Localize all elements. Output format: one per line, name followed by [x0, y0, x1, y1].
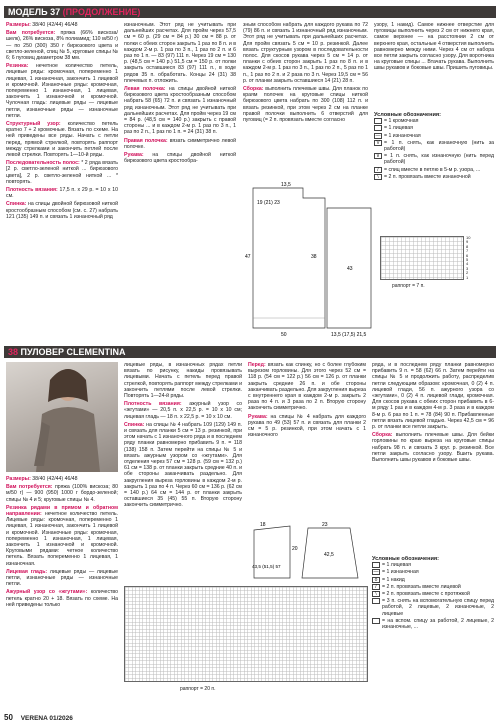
paragraph-text: на спицы № 4 набрать для каждого рукава по 49 (53) 57 п. и связать для планки 2 см = 5 р. резинкой, при этом начать с 1 изнаночного — [248, 413, 366, 439]
section-heading: Рукава: — [124, 152, 144, 159]
dim-a: 18 — [260, 522, 266, 528]
model38-legend — [372, 556, 494, 708]
paragraph — [124, 86, 236, 136]
model37-chart-rows — [466, 236, 476, 280]
paragraph — [6, 63, 118, 119]
legend-text: = 1 лицевая — [384, 125, 413, 132]
model37-schematic — [243, 178, 378, 338]
section-heading: Вам потребуется: — [6, 484, 53, 491]
paragraph-text: количество петель кратно 7 + 2 кромочные. Вязать по схеме. На ней приведены все ряды. Начать с петли перед, прямой стрелкой, повторять раппорт между стрелками и закончить петлей после левой стрелки. Повторять 1—10-й ряды. — [6, 121, 118, 159]
page-number: 50 — [4, 713, 13, 722]
model38-legend-title: Условные обозначения: — [372, 556, 440, 562]
paragraph — [6, 484, 118, 503]
legend-symbol-icon: — — [373, 569, 379, 576]
model38-schematic — [250, 520, 366, 582]
section-heading: Резинка: — [6, 63, 29, 70]
model37-header — [4, 6, 496, 18]
paragraph — [6, 22, 118, 28]
chart-row-number: 6 — [466, 252, 469, 258]
legend-row — [374, 140, 494, 152]
model38-stitch-chart — [124, 586, 368, 682]
paragraph-text: изнаночным. Этот ряд не учитывать при дальнейших расчетах. Для пройм через 57,5 см = 60 р. (29 см = 84 р.) 30 см = 88 р. от полки с обеих сторон закрыть 1 раз по 8 п. и в каждом 2-м р. 1 раз по 3 п., 1 раз по 2 п. и 6 раз по 1 п. — 83 (97) 111 п. Через 19 см = 130 р. (48,5 см = 140 р.) 51,5 см = 150 р. от полки закрыть оставшиеся 83 (97) 111 п., в ходе рядов 35 п. обработать. Концы 24 (31) 38 плечевых п. отложить. — [124, 22, 236, 84]
legend-row — [372, 569, 494, 575]
legend-symbol-icon — [372, 618, 380, 624]
paragraph-text: на спицы двойной ниткой бирюзового цвета кростообразным способом набрать 58 (65) 72 п. и связать 1 изнаночный ряд изнаночным. Этот ряд не учитывать при дальнейших расчетах. Для пройм через 19 см = 84 р. (48,5 см = 140 р.) закрыть с правой стороны ... и в каждом 2-м р. 1 раз по 3 п., 1 раз по 2 п., 1 раз по 1 п. = 24 (31) 38 п. — [124, 86, 236, 136]
dim-d: 42,5 — [324, 552, 334, 558]
paragraph-text: нечетное количество петель. Лицевые ряды: кромочная, попеременно 1 лицевая, 1 изнаночная, закончить 1 лицевой и кромочной. Изнаночные ряды: кромочная, попеременно 1 изнаночная, 1 лицевая, закончить 1 изнаночной и кромочной. Круговыми рядами: четное количество петель. Вязать попеременно 1 лицевая, 1 изнаночная. — [6, 511, 118, 567]
section-heading: Спинка: — [6, 201, 27, 208]
paragraph-text: 38/40 (42/44) 46/48 — [30, 476, 78, 482]
model37-legend-title: Условные обозначения: — [374, 112, 442, 118]
legend-text: = 2 п. провязать вместе с протяжкой — [382, 591, 470, 598]
section-heading: Размеры: — [6, 476, 31, 482]
legend-row — [374, 167, 494, 173]
legend-row — [372, 618, 494, 630]
legend-row — [372, 598, 494, 617]
legend-symbol-icon: / — [372, 584, 380, 590]
model37-col1 — [6, 22, 118, 340]
paragraph — [243, 86, 368, 123]
legend-symbol-icon: \ — [372, 591, 380, 597]
section-heading: Сборка: — [372, 432, 393, 439]
paragraph-text: вязать симметрично левой полочке. — [124, 137, 236, 150]
paragraph — [124, 138, 236, 150]
section-heading: Перед: — [248, 362, 266, 368]
paragraph-text: ажурный узор со «жгутами» — 20,5 п. x 22,5 р. = 10 x 10 см; лицевая гладь — 18 п. x 22,5 р. = 10 x 10 см. — [124, 401, 242, 420]
paragraph — [124, 422, 242, 509]
paragraph-text: выполнить плечевые швы. Для бейки горловины по краю выреза на круговые спицы набрать 98 п. и связать 3 круг. р. резинкой. Все петли закрыть согласно узору. Вшить рукава. Выполнить швы рукавов и боковые швы. — [372, 432, 494, 464]
paragraph-text: ряда, и в последнем ряду планки равномерно прибавить 9 п. = 58 (62) 66 п. Затем перейти на спицы № 5 и продолжить работу, распределив петли следующим образом: кромочная, 0 (2) 4 п. лицевой глади, 56 п. ажурного узора со «жгутами», 0 (2) 4 п. лицевой глади, кромочная. Для скосов рукава с обеих сторон прибавить в 6-м ряду 1 раз и в каждом 4-м р. 3 раза и в каждом 8-м р. 6 раз по 1 п. = 78 (84) 90 п. Прибавленные петли вязать лицевой гладью. Через 42,5 см = 96 р. от планки все петли закрыть. — [372, 362, 494, 431]
paragraph — [124, 401, 242, 420]
section-heading: Лицевая гладь: — [6, 568, 48, 575]
chart-row-number: 10 — [466, 235, 471, 240]
model37-col2 — [124, 22, 236, 340]
legend-text: = спиц вместе в петлю в 5-м р. узора, ... — [384, 166, 481, 173]
paragraph — [372, 362, 494, 430]
model37-title: МОДЕЛЬ 37 — [8, 7, 63, 17]
paragraph — [6, 160, 118, 185]
legend-row — [374, 118, 494, 124]
chart-row-number: 5 — [466, 257, 469, 263]
legend-row — [374, 125, 494, 131]
legend-text: = 3 п. снять на вспомогательную спицу перед работой, 2 лицевые, 2 изнаночные, 2 лицевые — [382, 598, 494, 617]
paragraph-text: нечетное количество петель, лицевые ряды: кромочная, попеременно 1 лицевая, 1 изнаночная, закончить 1 лицевой и кромочной. Изнаночные ряды: кромочная, попеременно 1 изнаночная, 1 лицевая, закончить 1 изнаночной и кромочной. Чулочная гладь: лицевые ряды — лицевые петли, изнаночные ряды — изнаночные петли. — [6, 63, 118, 119]
model37-stitch-chart — [380, 236, 464, 280]
legend-symbol-icon: ∨ — [374, 153, 382, 159]
dim-e: 43,5 (51,5) 57 — [252, 564, 281, 569]
legend-row — [372, 577, 494, 583]
paragraph — [6, 569, 118, 588]
dim-w1: 13,5 — [281, 182, 291, 188]
paragraph — [243, 22, 368, 84]
paragraph — [124, 22, 236, 84]
dim-w4: 13,5 (17,5) 21,5 — [331, 332, 367, 338]
section-heading: Последовательность полос: — [6, 160, 80, 167]
back-front-outline — [254, 526, 290, 578]
legend-symbol-icon — [372, 598, 380, 604]
paragraph — [372, 432, 494, 463]
legend-row — [372, 591, 494, 597]
legend-row — [372, 562, 494, 568]
legend-text: = 1 п. снять, как изнаночную (нить перед работой) — [384, 153, 494, 166]
paragraph-text: 38/40 (42/44) 46/48 — [30, 22, 78, 28]
dim-b: 20 — [292, 546, 298, 552]
model-figure-image — [6, 362, 118, 472]
paragraph — [6, 30, 118, 61]
legend-row — [372, 584, 494, 590]
model38-col1 — [6, 476, 118, 708]
section-heading: Плотность вязания: — [6, 187, 58, 194]
magazine-name: VERENA 01/2026 — [20, 715, 73, 722]
model37-legend — [374, 112, 494, 230]
legend-symbol-icon — [374, 125, 382, 131]
legend-text: = 2 п. провязать вместе изнаночной — [384, 173, 471, 180]
legend-symbol-icon: V — [374, 140, 382, 146]
model38-title: ПУЛОВЕР CLEMENTINA — [20, 347, 126, 357]
model38-col2 — [124, 362, 242, 576]
legend-row — [374, 133, 494, 139]
paragraph-text: пряжа (100% вискоза; 80 м/50 г) — 900 (950) 1000 г бордо-зеленой; спицы № 4 и 5; круговые спицы № 4. — [6, 484, 118, 503]
section-heading: Размеры: — [6, 22, 31, 28]
paragraph — [374, 22, 494, 72]
paragraph — [6, 121, 118, 158]
section-heading: Левая полочка: — [124, 86, 166, 93]
legend-text: = 1 лицевая — [382, 562, 411, 569]
paragraph — [6, 476, 118, 482]
chart-row-number: 3 — [466, 265, 469, 271]
chart-row-number: 4 — [466, 261, 469, 267]
legend-text: = 1 изнаночная — [382, 569, 419, 576]
page-footer — [4, 713, 73, 722]
section-heading: Спинка: — [124, 421, 145, 428]
paragraph-text: вязать как спинку, но с более глубоким вырезом горловины. Для этого через 52 см = 118 р. (54 см = 122 р.) 56 см = 126 р. от планки закрыть средние 26 п. и обе стороны заканчивать раздельно. Для закругления выреза с внутреннего края в каждом 2-м р. закрыть 2 раза по 4 п. и 3 раза по 2 п. Вторую сторону закончить симметрично. — [248, 362, 366, 412]
model38-col4 — [372, 362, 494, 552]
legend-text: = 1 изнаночная — [384, 132, 421, 139]
legend-text: = 2 п. провязать вместе лицевой — [382, 583, 461, 590]
model38-rapport: раппорт = 20 п. — [180, 686, 216, 692]
legend-text: = на вспом. спицу за работой, 2 лицевые, 2 изнаночные, ... — [382, 617, 494, 631]
section-heading: Ажурный узор со «жгутами»: — [6, 589, 88, 596]
dim-h3: 43 — [347, 266, 353, 272]
legend-symbol-icon: — — [375, 132, 381, 139]
legend-symbol-icon — [374, 118, 382, 124]
model38-number: 38 — [8, 347, 21, 357]
legend-row — [374, 153, 494, 165]
legend-row — [374, 174, 494, 180]
model38-col3 — [248, 362, 366, 522]
paragraph-text: лицевые ряды — лицевые петли, изнаночные ряды — изнаночные петли. — [6, 568, 118, 588]
model38-header — [4, 346, 496, 358]
section-heading: Правая полочка: — [124, 137, 168, 144]
chart-row-number: 7 — [466, 248, 469, 254]
paragraph — [6, 187, 118, 199]
paragraph-text: выполнить плечевые швы. Для планок по краям полочек на круговые спицы ниткой бирюзового цвета набрать по 300 (108) 112 п. и вязать резинкой, при этом через 2 см на планке правой полочки выполнить 6 отверстий для пуговиц (= 2 п. провязать вместе согласно — [243, 86, 368, 124]
paragraph — [6, 201, 118, 220]
paragraph — [248, 362, 366, 412]
chart-row-number: 9 — [466, 239, 469, 245]
dim-w3: 50 — [281, 332, 287, 338]
section-heading: Резинка рядами в прямом и обратном направлении: — [6, 504, 118, 518]
paragraph-text: узору, 1 накид). Самое нижнее отверстие для пуговицы выполнить через 2 см от нижнего края, самое верхнее — на расстоянии 2 см от верхнего края, остальные 4 отверстия выполнить равномерно между ними. Через 4 см от набора все петли закрыть согласно узору. Для воротника на круговые спицы ... Втачать рукава. Выполнить швы рукавов и боковые швы. Пришить пуговицы. — [374, 22, 494, 72]
chart-row-number: 1 — [466, 274, 469, 280]
section-heading: Рукава: — [248, 413, 268, 420]
paragraph-text: пряжа (66% вискоза/шелк), 26% вискоза, 8% полиамид; 110 м/50 г) — по 250 (300) 350 г бирюзового цвета и светло-зеленой, спиц № 5, круговые спицы № 6; 6 пуговиц диаметром 38 мм. — [6, 30, 118, 62]
section-heading: Сборка: — [243, 86, 264, 93]
paragraph — [6, 589, 118, 608]
section-heading: Вам потребуется: — [6, 30, 56, 37]
model38-photo — [6, 362, 118, 472]
model37-subtitle: (ПРОДОЛЖЕНИЕ) — [62, 7, 141, 17]
dim-w2: 19 (21) 23 — [257, 200, 280, 206]
chart-row-number: 2 — [466, 270, 469, 276]
paragraph-text: на спицы № 4 набрать 109 (129) 149 п. и связать для планки 5 см = 13 р. резинкой, при этом начать с 1 изнаночного ряда и в последнем ряду планки равномерно прибавить 9 п. = 118 (138) 158 п. Затем перейти на спицы № 5 и вязать ажурным узором со «жгутами». Для отделения через 57 см = 128 р. (59 см = 132 р.) 61 см = 138 р. от планки закрыть средние 40 п. и обе стороны заканчивать раздельно. Для закругления выреза горловины в каждом 2-м р. закрыть 1 раз по 4 п. Через 60 см = 136 р. (62 см = 140 р.) 64 см = 144 р. от планки закрыть оставшиеся 35 (45) 55 п. Вторую сторону закончить симметрично. — [124, 421, 242, 509]
paragraph-text: на спицы двойной ниткой бирюзового цвета кростообра- — [124, 152, 236, 165]
legend-text: = 1 п. снять, как изнаночную (нить за работой) — [384, 139, 494, 153]
section-heading: Структурный узор: — [6, 121, 61, 128]
paragraph — [248, 414, 366, 439]
legend-text: = 1 накид — [382, 576, 405, 583]
model37-col3 — [243, 22, 368, 176]
paragraph — [124, 362, 242, 399]
paragraph-text: количество петель кратно 20 + 18. Вязать по схеме. На ней приведены только — [6, 589, 118, 608]
legend-text: = 1 кромочная — [384, 118, 419, 125]
paragraph-text: на спицы двойной бирюзовой ниткой кростообразным способом (см. с. 27) набрать 121 (135) 149 п. и связать 1 изнаночный ряд — [6, 201, 118, 220]
legend-symbol-icon — [372, 562, 380, 568]
model37-rapport: раппорт = 7 п. — [392, 283, 425, 289]
section-heading: Плотность вязания: — [124, 401, 182, 408]
paragraph-text: * 2 ряда вязать [2 р. светло-зеленой ниткой ... бирюзового цвета], 2 р. светло-зеленой ниткой ... * повторять. — [6, 160, 118, 185]
legend-symbol-icon: o — [372, 577, 380, 583]
dim-h1: 47 — [245, 254, 251, 260]
dim-h2: 38 — [311, 254, 317, 260]
legend-symbol-icon: / — [374, 167, 382, 173]
paragraph — [124, 152, 236, 164]
paragraph-text: 17,5 п. x 29 р. = 10 x 10 см. — [6, 187, 118, 200]
paragraph-text: зным способом набрать для каждого рукава по 72 (79) 86 п. и связать 1 изнаночный ряд изнаночным. Этот ряд не учитывать при дальнейших расчетах. Для пройм связать 5 см = 10 р. резинкой. Далее вязать структурным узором в последовательности полос. Для скосов рукава через 5 см = 14 р. от планки с обеих сторон закрыть 1 раз по 8 п. и в каждом 2-м р. 1 раз по 3 п., 1 раз по 2 п., 5 раз по 1 п., 1 раз по 2 п. и 2 раза по 3 п. Через 19,5 см = 56 р. от планки закрыть оставшиеся 14 (21) 28 п. — [243, 22, 368, 84]
legend-symbol-icon: \ — [374, 174, 382, 180]
chart-row-number: 8 — [466, 243, 469, 249]
paragraph-text: лицевые ряды, в изнаночных рядах петли вязать по рисунку, накиды провязывать лицевыми. Начать с петель перед правой стрелкой, повторять раппорт между стрелками и закончить петлями после левой стрелки. Повторять 1—24-й ряды. — [124, 362, 242, 400]
model37-col4 — [374, 22, 494, 108]
dim-c: 23 — [322, 522, 328, 528]
paragraph — [6, 505, 118, 567]
